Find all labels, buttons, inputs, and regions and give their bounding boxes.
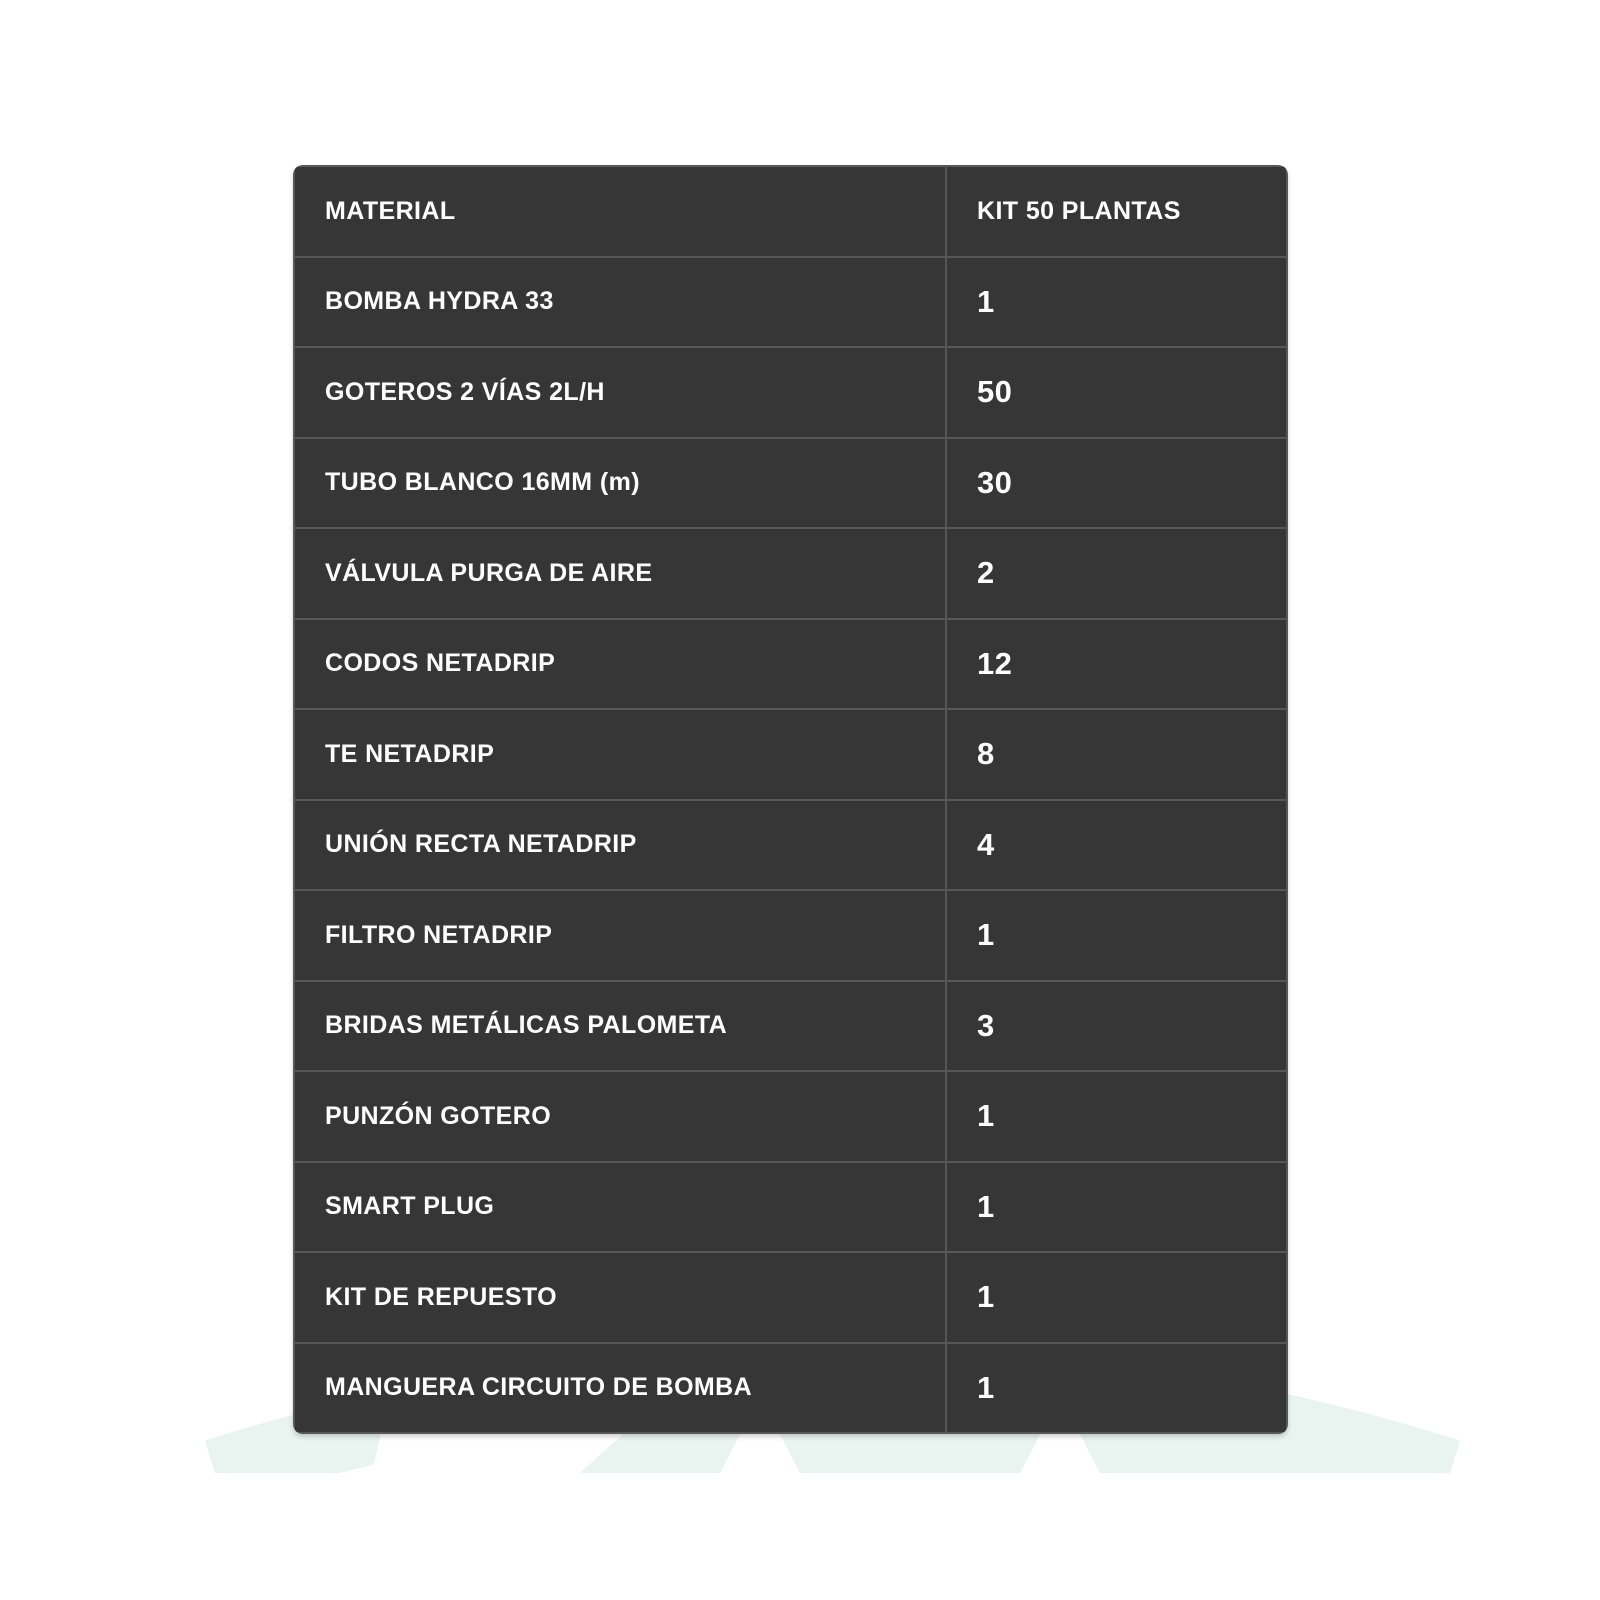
material-cell: TE NETADRIP — [295, 710, 945, 799]
material-cell: PUNZÓN GOTERO — [295, 1072, 945, 1161]
material-cell: GOTEROS 2 VÍAS 2L/H — [295, 348, 945, 437]
qty-cell: 3 — [947, 982, 1286, 1071]
material-cell: BOMBA HYDRA 33 — [295, 258, 945, 347]
material-cell: FILTRO NETADRIP — [295, 891, 945, 980]
material-cell: MANGUERA CIRCUITO DE BOMBA — [295, 1344, 945, 1433]
qty-cell: 12 — [947, 620, 1286, 709]
material-cell: UNIÓN RECTA NETADRIP — [295, 801, 945, 890]
qty-cell: 1 — [947, 1344, 1286, 1433]
qty-cell: 50 — [947, 348, 1286, 437]
col-header-material: MATERIAL — [295, 167, 945, 256]
qty-cell: 30 — [947, 439, 1286, 528]
material-cell: SMART PLUG — [295, 1163, 945, 1252]
qty-cell: 1 — [947, 258, 1286, 347]
material-cell: CODOS NETADRIP — [295, 620, 945, 709]
qty-cell: 4 — [947, 801, 1286, 890]
material-cell: VÁLVULA PURGA DE AIRE — [295, 529, 945, 618]
qty-cell: 2 — [947, 529, 1286, 618]
material-cell: KIT DE REPUESTO — [295, 1253, 945, 1342]
qty-cell: 1 — [947, 1163, 1286, 1252]
qty-cell: 1 — [947, 891, 1286, 980]
qty-cell: 1 — [947, 1072, 1286, 1161]
qty-cell: 8 — [947, 710, 1286, 799]
materials-table — [293, 165, 1288, 1434]
col-header-kit-50-plantas: KIT 50 PLANTAS — [947, 167, 1286, 256]
qty-cell: 1 — [947, 1253, 1286, 1342]
material-cell: BRIDAS METÁLICAS PALOMETA — [295, 982, 945, 1071]
material-cell: TUBO BLANCO 16MM (m) — [295, 439, 945, 528]
